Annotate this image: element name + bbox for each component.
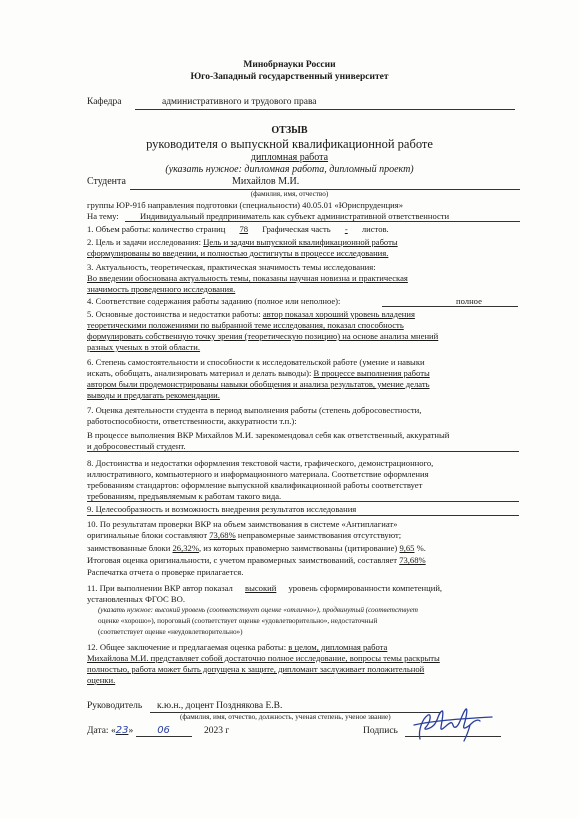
item-11-note-3: (соответствует оценке «неудовлетворительно») [98, 628, 243, 636]
item-11-label: 11. При выполнении ВКР автор показал [87, 583, 233, 593]
item-1-text: 1. Объем работы: количество страниц [87, 224, 226, 234]
item-10-unlawful-label: неправомерные заимствования отсутствуют; [237, 530, 402, 540]
item-10-borrowed-value: 26,32% [172, 543, 199, 553]
item-7-line-2: работоспособности, ответственности, аккуратности т.п.): [87, 416, 297, 426]
document-title: ОТЗЫВ [271, 125, 308, 136]
item-6-line-4: выводы и предлагать рекомендации. [87, 390, 220, 400]
date-quote: » [128, 726, 134, 736]
item-11-line-2: установленных ФГОС ВО. [87, 594, 185, 604]
item-8-line-3 [87, 480, 422, 490]
item-10-percent: %. [416, 543, 426, 553]
item-12-line-1 [87, 642, 387, 652]
ministry-name: Минобрнауки России [243, 60, 336, 70]
item-10-total-value: 73,68% [399, 555, 426, 565]
item-8-line-4: требованиям, предъявляемым к работам такого вида. [87, 491, 282, 501]
item-10-total-label: Итоговая оценка оригинальности, с учетом правомерных заимствований, составляет [87, 555, 398, 565]
item-7-line-4: и добросовестный студент. [87, 441, 186, 451]
item-9-underline [87, 515, 519, 516]
student-name: Михайлов М.И. [232, 176, 300, 187]
item-12-label: 12. Общее заключение и предлагаемая оценка работы: [87, 642, 287, 652]
item-6-answer: В процессе выполнения работы [313, 368, 430, 378]
item-4-answer: полное [456, 296, 482, 306]
student-label: Студента [87, 176, 126, 187]
item-7-line-3: В процессе выполнения ВКР Михайлов М.И. зарекомендовал себя как ответственный, аккуратный [87, 430, 450, 440]
date-month: 06 [136, 726, 192, 737]
department-label: Кафедра [87, 97, 122, 107]
item-2-line-2: сформулированы во введении, и полностью достигнуты в процессе исследования. [87, 248, 389, 258]
topic-text: Индивидуальный предприниматель как субъект административной ответственности [140, 211, 450, 221]
item-11-line-1 [87, 583, 442, 593]
item-12-answer: в целом, дипломная работа [288, 642, 388, 652]
date-label: Дата: « [87, 726, 116, 736]
item-5-line-3: формулировать собственную точку зрения (теоретическую позицию) на основе анализа мнений [87, 331, 439, 341]
item-5-label: 5. Основные достоинства и недостатки работы: [87, 309, 261, 319]
work-type-hint [0, 164, 579, 175]
item-1-volume [87, 224, 389, 234]
item-10-line-3 [87, 543, 426, 553]
item-10-citation-value: 9,65 [399, 543, 415, 553]
topic-underline [125, 221, 520, 222]
item-10-citation-label: , из которых правомерно заимствованы (цитирование) [198, 543, 398, 553]
item-10-line-4 [87, 555, 426, 565]
item-1-sheets: листов. [361, 224, 389, 234]
item-10-line-5: Распечатка отчета о проверке прилагается. [87, 567, 244, 577]
signature-label: Подпись [363, 726, 398, 736]
item-9: 9. Целесообразность и возможность внедрения результатов исследования [87, 504, 357, 514]
item-6-label: искать, обобщать, анализировать материал и делать выводы): [87, 368, 312, 378]
group-line: группы ЮР-91б направления подготовки (специальности) 40.05.01 «Юриспруденция» [87, 200, 404, 210]
item-11-level: высокий [245, 583, 277, 593]
item-7-line-1: 7. Оценка деятельности студента в период выполнения работы (степень добросовестности, [87, 405, 422, 415]
item-5-line-1 [87, 309, 415, 319]
item-8-line-1: 8. Достоинства и недостатки оформления текстовой части, графического, демонстрационного, [87, 458, 434, 468]
item-8-label: требованиям стандартов: [87, 480, 179, 490]
document-subtitle: руководителя о выпускной квалификационной работе [146, 137, 433, 151]
item-10-line-2 [87, 530, 401, 540]
item-3-answer-1: Во введении обоснована актуальность темы, показаны научная новизна и практическая [87, 273, 408, 283]
item-5-answer: автор показал хороший уровень владения [262, 309, 415, 319]
item-11-note-2: оценке «хорошо»), пороговый (соответствует оценке «удовлетворительно», недостаточный [98, 617, 378, 625]
work-type-hint-text: (указать нужное: дипломная работа, дипломный проект) [165, 164, 414, 175]
department-underline [135, 109, 515, 110]
item-12-line-2: Михайлова М.И. представляет собой достаточно полное исследование, вопросы темы раскрыты [87, 653, 440, 663]
item-1-graphics-value: - [344, 224, 348, 234]
item-8-underline [87, 501, 519, 502]
item-12-line-4: оценки. [87, 675, 116, 685]
supervisor-name: к.ю.н., доцент Позднякова Е.В. [157, 701, 283, 711]
item-10-original-value: 73,68% [209, 530, 236, 540]
item-6-line-2 [87, 368, 430, 378]
item-10-borrowed-label: заимствованные блоки [87, 543, 171, 553]
student-caption: (фамилия, имя, отчество) [250, 190, 329, 198]
item-6-line-3: автором были продемонстрированы навыки обобщения и анализа результатов, умение делать [87, 379, 430, 389]
supervisor-caption: (фамилия, имя, отчество, должность, ученая степень, ученое звание) [180, 713, 391, 721]
item-3-answer-2: значимость проведенного исследования. [87, 284, 236, 294]
item-10-original-label: оригинальные блоки составляют [87, 530, 208, 540]
supervisor-label: Руководитель [87, 701, 143, 711]
item-5-line-2: теоретическими положениями по выбранной теме исследования, показал способность [87, 320, 404, 330]
item-4-underline [382, 306, 518, 307]
item-11-tail: уровень сформированности компетенций, [288, 583, 443, 593]
item-11-note-1: (указать нужное: высокий уровень (соответствует оценке «отлично»), продвинутый (соответствует [98, 606, 418, 614]
item-3-label: 3. Актуальность, теоретическая, практическая значимость темы исследования: [87, 262, 376, 272]
item-10-line-1: 10. По результатам проверки ВКР на объем заимствования в системе «Антиплагиат» [87, 519, 398, 529]
topic-label: На тему: [87, 211, 119, 221]
date-day: 23 [115, 725, 129, 736]
signature-image [408, 705, 498, 743]
date-year: 2023 г [203, 726, 230, 736]
item-2-label: 2. Цель и задачи исследования: [87, 237, 202, 247]
department-value: административного и трудового права [162, 97, 317, 107]
item-1-pages: 78 [239, 224, 249, 234]
item-2-answer: Цель и задачи выпускной квалификационной работы [203, 237, 398, 247]
item-6-line-1: 6. Степень самостоятельности и способности к исследовательской работе (умение и навыки [87, 357, 425, 367]
item-7-underline [87, 451, 519, 452]
work-type: дипломная работа [250, 152, 329, 163]
item-5-line-4: разных ученых в этой области. [87, 342, 201, 352]
item-8-answer: оформление выпускной квалификационной работы соответствует [181, 480, 423, 490]
item-1-graphics-label: Графическая часть [262, 224, 331, 234]
item-8-line-2: иллюстративного, компьютерного и информационного материала. Соответствие оформления [87, 469, 429, 479]
item-4-label: 4. Соответствие содержания работы заданию (полное или неполное): [87, 296, 341, 306]
item-12-line-3: полностью, работа может быть допущена к защите, дипломант заслуживает положительной [87, 664, 425, 674]
date-row [87, 726, 229, 737]
university-name: Юго-Западный государственный университет [190, 72, 389, 82]
item-2-line-1 [87, 237, 398, 247]
